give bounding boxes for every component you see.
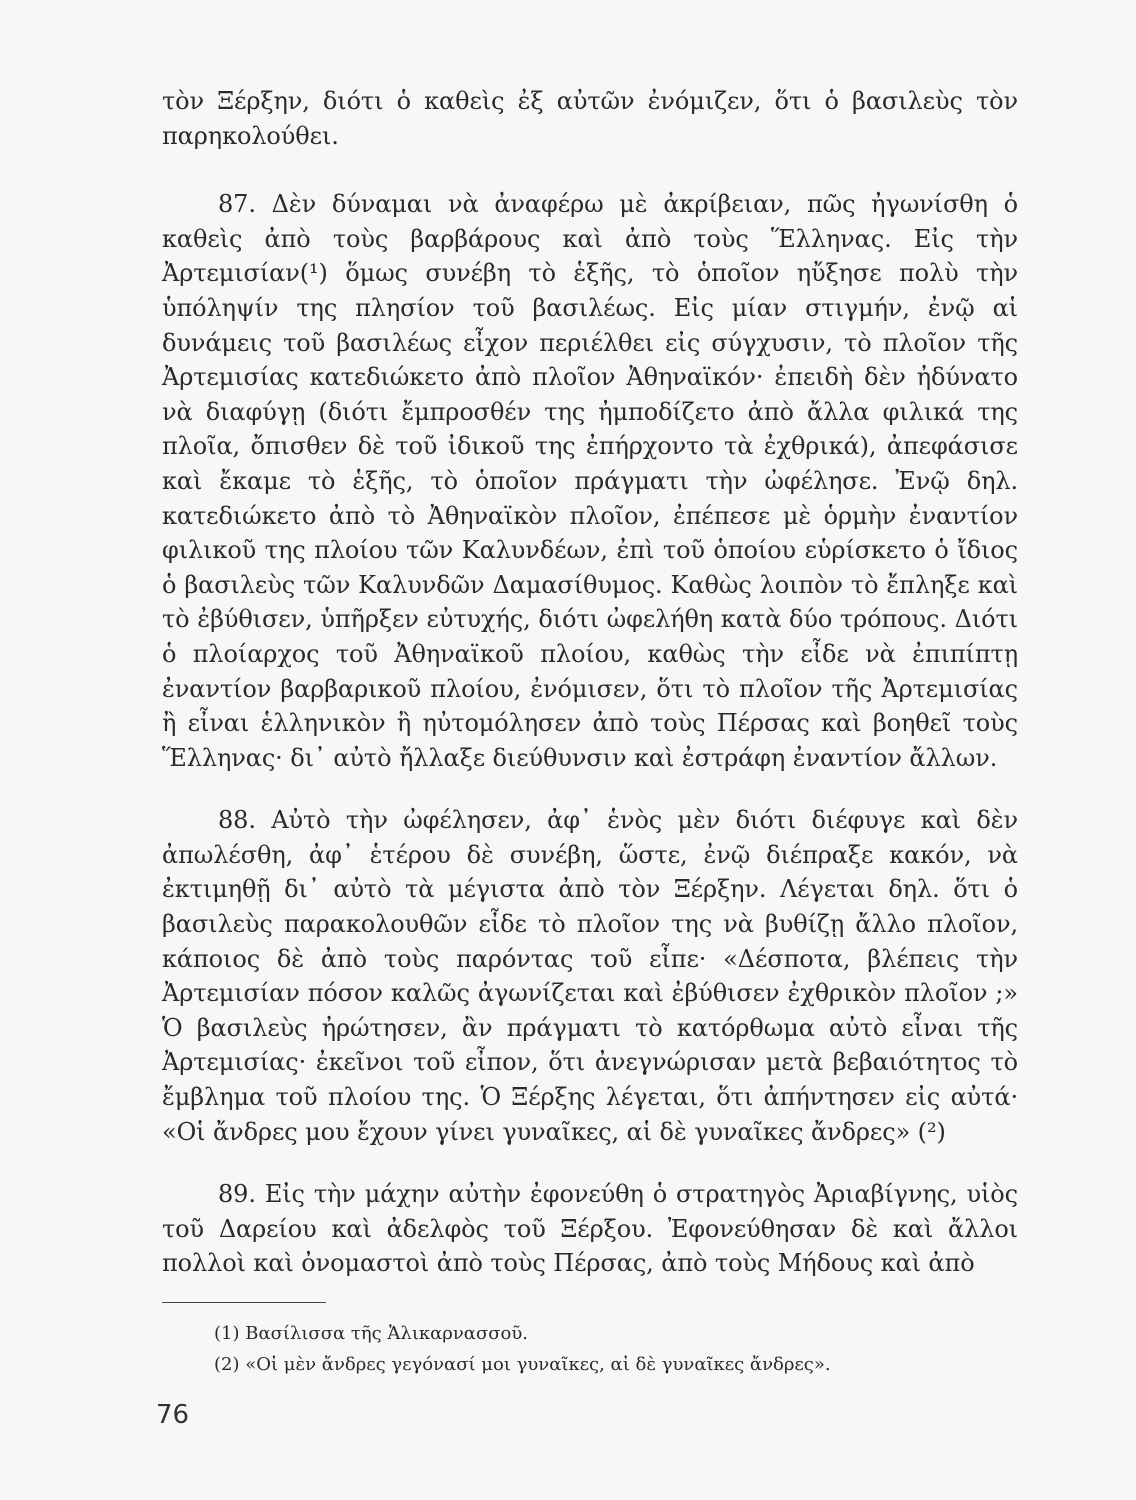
footnotes bbox=[214, 1318, 1014, 1380]
footnote-divider bbox=[162, 1302, 326, 1303]
footnote-1: (1) Βασίλισσα τῆς Ἁλικαρνασσοῦ. bbox=[214, 1323, 529, 1344]
paragraph-87: 87. Δὲν δύναμαι νὰ ἀναφέρω μὲ ἀκρίβειαν, πῶς ἠγωνίσθη ὁ καθεὶς ἀπὸ τοὺς βαρβάρους καὶ ἀπὸ τοὺς Ἕλληνας. Εἰς τὴν Ἀρτεμισίαν(¹) ὅμως συνέβη τὸ ἑξῆς, τὸ ὁποῖον ηὔξησε πολὺ τὴν ὑπόληψίν της πλησίον τοῦ βασιλέως. Εἰς μίαν στιγμήν, ἐνῷ αἱ δυνάμεις τοῦ βασιλέως εἶχον περιέλθει εἰς σύγχυσιν, τὸ πλοῖον τῆς Ἀρτεμισίας κατεδιώκετο ἀπὸ πλοῖον Ἀθηναϊκόν· ἐπειδὴ δὲν ἠδύνατο νὰ διαφύγῃ (διότι ἔμπροσθέν της ἠμποδίζετο ἀπὸ ἄλλα φιλικά της πλοῖα, ὄπισθεν δὲ τοῦ ἰδικοῦ της ἐπήρχοντο τὰ ἐχθρικά), ἀπεφάσισε καὶ ἔκαμε τὸ ἑξῆς, τὸ ὁποῖον πράγματι τὴν ὠφέλησε. Ἐνῷ δηλ. κατεδιώκετο ἀπὸ τὸ Ἀθηναϊκὸν πλοῖον, ἐπέπεσε μὲ ὁρμὴν ἐναντίον φιλικοῦ της πλοίου τῶν Καλυνδέων, ἐπὶ τοῦ ὁποίου εὑρίσκετο ὁ ἴδιος ὁ βασιλεὺς τῶν Καλυνδῶν Δαμασίθυμος. Καθὼς λοιπὸν τὸ ἔπληξε καὶ τὸ ἐβύθισεν, ὑπῆρξεν εὐτυχής, διότι ὠφελήθη κατὰ δύο τρόπους. Διότι ὁ πλοίαρχος τοῦ Ἀθηναϊκοῦ πλοίου, καθὼς τὴν εἶδε νὰ ἐπιπίπτῃ ἐναντίον βαρβαρικοῦ πλοίου, ἐνόμισεν, ὅτι τὸ πλοῖον τῆς Ἀρτεμισίας ἢ εἶναι ἑλληνικὸν ἢ ηὐτομόλησεν ἀπὸ τοὺς Πέρσας καὶ βοηθεῖ τοὺς Ἕλληνας· δι᾽ αὐτὸ ἤλλαξε διεύθυνσιν καὶ ἐστράφη ἐναντίον ἄλλων. bbox=[162, 190, 1018, 772]
paragraph-89: 89. Εἰς τὴν μάχην αὐτὴν ἐφονεύθη ὁ στρατηγὸς Ἀριαβίγνης, υἱὸς τοῦ Δαρείου καὶ ἀδελφὸς τοῦ Ξέρξου. Ἐφονεύθησαν δὲ καὶ ἄλλοι πολλοὶ καὶ ὀνομαστοὶ ἀπὸ τοὺς Πέρσας, ἀπὸ τοὺς Μήδους καὶ ἀπὸ bbox=[162, 1180, 1018, 1278]
page-number: 76 bbox=[156, 1400, 190, 1430]
paragraph-88: 88. Αὐτὸ τὴν ὠφέλησεν, ἀφ᾽ ἑνὸς μὲν διότι διέφυγε καὶ δὲν ἀπωλέσθη, ἀφ᾽ ἑτέρου δὲ συνέβη, ὥστε, ἐνῷ διέπραξε κακόν, νὰ ἐκτιμηθῇ δι᾽ αὐτὸ τὰ μέγιστα ἀπὸ τὸν Ξέρξην. Λέγεται δηλ. ὅτι ὁ βασιλεὺς παρακολουθῶν εἶδε τὸ πλοῖον της νὰ βυθίζῃ ἄλλο πλοῖον, κάποιος δὲ ἀπὸ τοὺς παρόντας τοῦ εἶπε· «Δέσποτα, βλέπεις τὴν Ἀρτεμισίαν πόσον καλῶς ἀγωνίζεται καὶ ἐβύθισεν ἐχθρικὸν πλοῖον ;» Ὁ βασιλεὺς ἠρώτησεν, ἂν πράγματι τὸ κατόρθωμα αὐτὸ εἶναι τῆς Ἀρτεμισίας· ἐκεῖνοι τοῦ εἶπον, ὅτι ἀνεγνώρισαν μετὰ βεβαιότητος τὸ ἔμβλημα τοῦ πλοίου της. Ὁ Ξέρξης λέγεται, ὅτι ἀπήντησεν εἰς αὐτά· «Οἱ ἄνδρες μου ἔχουν γίνει γυναῖκες, αἱ δὲ γυναῖκες ἄνδρες» (²) bbox=[162, 806, 1018, 1146]
footnote-2: (2) «Οἱ μὲν ἄνδρες γεγόνασί μοι γυναῖκες, αἱ δὲ γυναῖκες ἄνδρες». bbox=[214, 1354, 831, 1375]
paragraph-continuation: τὸν Ξέρξην, διότι ὁ καθεὶς ἐξ αὐτῶν ἐνόμιζεν, ὅτι ὁ βασιλεὺς τὸν παρηκολούθει. bbox=[162, 87, 1018, 150]
main-text bbox=[162, 84, 1018, 1281]
